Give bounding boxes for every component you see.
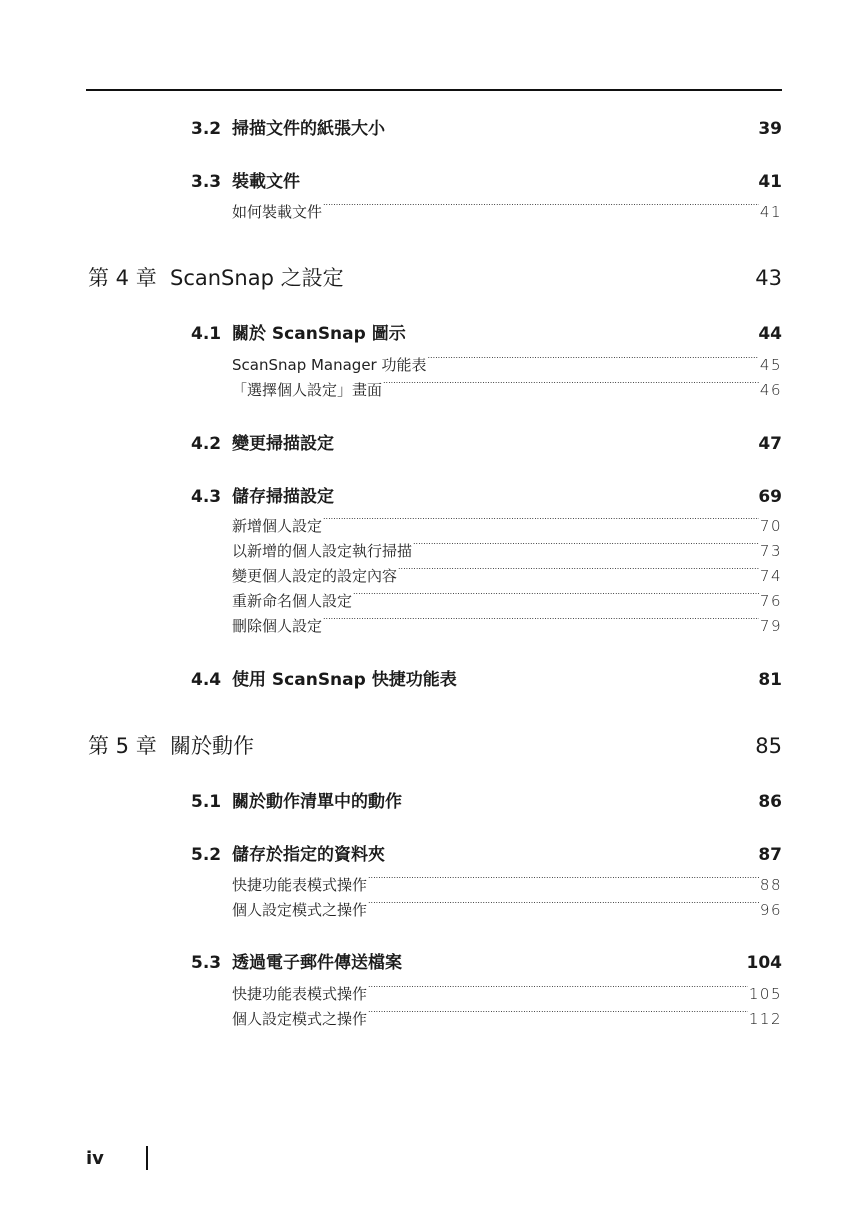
toc-entry-4-1[interactable] xyxy=(191,319,782,343)
toc-entry-5-1[interactable] xyxy=(191,787,782,811)
page-number: 74 xyxy=(759,567,782,585)
section-title: 儲存於指定的資料夾 xyxy=(232,845,385,865)
section-number: 5.2 xyxy=(191,845,222,865)
page-number: 86 xyxy=(758,792,782,812)
section-title: 儲存掃描設定 xyxy=(232,487,334,507)
toc-entry-4-2[interactable] xyxy=(191,429,782,453)
page-number: 104 xyxy=(746,953,782,973)
dot-leader xyxy=(368,1010,748,1024)
dot-leader xyxy=(353,592,759,606)
section-title: 透過電子郵件傳送檔案 xyxy=(232,953,402,973)
subentry-title: 以新增的個人設定執行掃描 xyxy=(232,542,413,560)
toc-entry-5-3[interactable] xyxy=(191,948,782,972)
dot-leader xyxy=(302,169,756,187)
dot-leader xyxy=(398,567,759,581)
section-title: 掃描文件的紙張大小 xyxy=(232,119,385,139)
toc-subentry[interactable] xyxy=(232,983,782,1003)
subentry-title: 刪除個人設定 xyxy=(232,617,323,635)
chapter-number: 第 5 章 xyxy=(88,734,157,758)
dot-leader xyxy=(323,203,759,217)
dot-leader xyxy=(323,517,759,531)
section-title: 使用 ScanSnap 快捷功能表 xyxy=(232,670,457,690)
dot-leader xyxy=(368,876,759,890)
dot-leader xyxy=(323,617,759,631)
section-number: 5.1 xyxy=(191,792,222,812)
page-number: 47 xyxy=(758,434,782,454)
dot-leader xyxy=(336,484,756,502)
page-number: 41 xyxy=(759,203,782,221)
toc-subentry[interactable] xyxy=(232,565,782,585)
subentry-title: 個人設定模式之操作 xyxy=(232,901,368,919)
page-number: 87 xyxy=(758,845,782,865)
toc-subentry[interactable] xyxy=(232,540,782,560)
page-number: 105 xyxy=(748,985,782,1003)
section-title: 關於動作清單中的動作 xyxy=(232,792,402,812)
subentry-title: 新增個人設定 xyxy=(232,517,323,535)
dot-leader xyxy=(346,263,754,285)
toc-subentry[interactable] xyxy=(232,515,782,535)
toc-entry-4-4[interactable] xyxy=(191,665,782,689)
toc-entry-3-3[interactable] xyxy=(191,167,782,191)
dot-leader xyxy=(404,950,745,968)
subentry-title: 個人設定模式之操作 xyxy=(232,1010,368,1028)
section-number: 4.2 xyxy=(191,434,222,454)
toc-subentry[interactable] xyxy=(232,379,782,399)
subentry-title: 變更個人設定的設定內容 xyxy=(232,567,398,585)
toc-subentry[interactable] xyxy=(232,590,782,610)
toc-subentry[interactable] xyxy=(232,615,782,635)
footer-divider xyxy=(146,1146,148,1170)
toc-subentry[interactable] xyxy=(232,1008,782,1028)
page-number: 79 xyxy=(759,617,782,635)
section-title: 變更掃描設定 xyxy=(232,434,334,454)
page-number: 39 xyxy=(758,119,782,139)
section-number: 4.3 xyxy=(191,487,222,507)
page-number: 41 xyxy=(758,172,782,192)
dot-leader xyxy=(404,789,756,807)
section-title: 裝載文件 xyxy=(232,172,300,192)
dot-leader xyxy=(336,431,756,449)
toc-chapter-5[interactable] xyxy=(88,730,782,758)
page-number: 46 xyxy=(759,381,782,399)
dot-leader xyxy=(467,667,757,685)
page-number: 76 xyxy=(759,592,782,610)
toc-subentry[interactable] xyxy=(232,874,782,894)
dot-leader xyxy=(387,842,756,860)
toc-entry-5-2[interactable] xyxy=(191,840,782,864)
toc-chapter-4[interactable] xyxy=(88,262,782,290)
page-number: 73 xyxy=(759,542,782,560)
header-rule xyxy=(86,89,782,91)
subentry-title: 如何裝載文件 xyxy=(232,203,323,221)
dot-leader xyxy=(368,985,748,999)
dot-leader xyxy=(413,542,759,556)
page-number: 112 xyxy=(748,1010,782,1028)
subentry-title: 「選擇個人設定」畫面 xyxy=(232,381,383,399)
page-number: 69 xyxy=(758,487,782,507)
section-title: 關於 ScanSnap 圖示 xyxy=(232,324,406,344)
dot-leader xyxy=(408,321,757,339)
subentry-title: 快捷功能表模式操作 xyxy=(232,985,368,1003)
page-number: 96 xyxy=(759,901,782,919)
toc-subentry[interactable] xyxy=(232,899,782,919)
subentry-title: ScanSnap Manager 功能表 xyxy=(232,356,427,374)
page-number: 70 xyxy=(759,517,782,535)
toc-subentry[interactable] xyxy=(232,201,782,221)
dot-leader xyxy=(256,731,753,753)
chapter-title: 關於動作 xyxy=(170,734,254,758)
page-number: 81 xyxy=(758,670,782,690)
page-number: 85 xyxy=(755,734,782,758)
section-number: 3.2 xyxy=(191,119,222,139)
toc-subentry[interactable] xyxy=(232,354,782,374)
toc-entry-3-2[interactable] xyxy=(191,114,782,138)
section-number: 4.1 xyxy=(191,324,222,344)
dot-leader xyxy=(387,116,756,134)
toc-entry-4-3[interactable] xyxy=(191,482,782,506)
section-number: 4.4 xyxy=(191,670,222,690)
subentry-title: 重新命名個人設定 xyxy=(232,592,353,610)
page-number: 43 xyxy=(755,266,782,290)
subentry-title: 快捷功能表模式操作 xyxy=(232,876,368,894)
page-number: 88 xyxy=(759,876,782,894)
page-number: 45 xyxy=(759,356,782,374)
chapter-number: 第 4 章 xyxy=(88,266,157,290)
dot-leader xyxy=(428,356,759,370)
footer-page-number: iv xyxy=(86,1148,104,1169)
chapter-title: ScanSnap 之設定 xyxy=(170,266,344,290)
dot-leader xyxy=(368,901,759,915)
section-number: 3.3 xyxy=(191,172,222,192)
dot-leader xyxy=(383,381,759,395)
page-number: 44 xyxy=(758,324,782,344)
section-number: 5.3 xyxy=(191,953,222,973)
